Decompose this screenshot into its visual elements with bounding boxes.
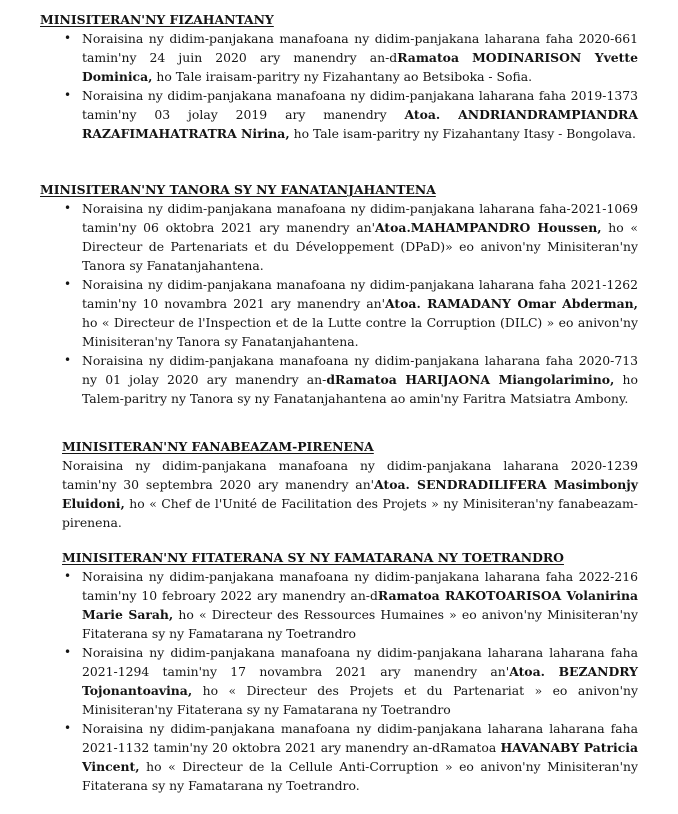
appointee-name: HAVANABY Patricia Vincent,	[82, 740, 639, 774]
appointee-name: HARIJAONA Miangolarimino,	[396, 372, 615, 387]
decree-item: • Noraisina ny didim-panjakana manafoana ny didim-panjakana laharana faha 2022-216 tamin'ny 10 febroary 2022 ary manendry an-dRamatoa RAKOTOARISOA Volanirina Marie Sarah, ho « Directeur des Ressources Humaines » eo anivon'ny Minisiteran'ny Fitaterana sy ny Famatarana ny Toetrandro	[64, 569, 638, 641]
section-heading: MINISITERAN'NY FANABEAZAM-PIRENENA	[62, 439, 374, 454]
appointee-name: MODINARISON Yvette Dominica,	[82, 50, 638, 84]
appointee-name: BEZANDRY Tojonantoavina,	[82, 664, 638, 698]
bullet-icon: •	[64, 569, 72, 583]
section-heading: MINISITERAN'NY FITATERANA SY NY FAMATARANA NY TOETRANDRO	[62, 550, 564, 565]
decree-list	[60, 199, 638, 408]
decree-list	[60, 29, 638, 143]
bullet-icon: •	[64, 353, 72, 367]
section-heading: MINISITERAN'NY TANORA SY NY FANATANJAHANTENA	[40, 182, 436, 197]
decree-item: • Noraisina ny didim-panjakana manafoana ny didim-panjakana laharana faha 2020-661 tamin'ny 24 juin 2020 ary manendry an-dRamatoa MODINARISON Yvette Dominica, ho Tale iraisam-paritry ny Fizahantany ao Betsiboka - Sofia.	[64, 31, 638, 84]
decree-item: • Noraisina ny didim-panjakana manafoana ny didim-panjakana laharana faha 2019-1373 tamin'ny 03 jolay 2019 ary manendry Atoa. ANDRIANDRAMPIANDRA RAZAFIMAHATRATRA Nirina, ho Tale isam-paritry ny Fizahantany Itasy - Bongolava.	[64, 88, 638, 141]
bullet-icon: •	[64, 645, 72, 659]
section-fanabeazana	[0, 437, 678, 532]
decree-item: • Noraisina ny didim-panjakana manafoana ny didim-panjakana laharana faha 2021-1262 tamin'ny 10 novambra 2021 ary manendry an'Atoa. RAMADANY Omar Abderman, ho « Directeur de l'Inspection et de la Lutte contre la Corruption (DILC) » eo anivon'ny Minisiteran'ny Tanora sy Fanatanjahantena.	[64, 277, 638, 349]
bullet-icon: •	[64, 88, 72, 102]
appointee-name: SENDRADILIFERA Masimbonjy Eluidoni,	[62, 477, 638, 511]
decree-paragraph: Noraisina ny didim-panjakana manafoana ny didim-panjakana laharana 2020-1239 tamin'ny 30 septembra 2020 ary manendry an'Atoa. SENDRADILIFERA Masimbonjy Eluidoni, ho « Chef de l'Unité de Facilitation des Projets » ny Minisiteran'ny fanabeazam-pirenena.	[62, 458, 638, 530]
bullet-icon: •	[64, 277, 72, 291]
appointee-name: RAKOTOARISOA Volanirina Marie Sarah,	[82, 588, 638, 622]
bullet-icon: •	[64, 721, 72, 735]
bullet-icon: •	[64, 31, 72, 45]
section-fitaterana	[0, 548, 678, 795]
section-tanora	[0, 180, 678, 408]
appointee-name: MAHAMPANDRO Houssen,	[410, 220, 602, 235]
decree-item: • Noraisina ny didim-panjakana manafoana ny didim-panjakana laharana faha-2021-1069 tamin'ny 06 oktobra 2021 ary manendry an'Atoa.MAHAMPANDRO Houssen, ho « Directeur de Partenariats et du Développement (DPaD)» eo anivon'ny Minisiteran'ny Tanora sy Fanatanjahantena.	[64, 201, 638, 273]
bullet-icon: •	[64, 201, 72, 215]
decree-list	[60, 567, 638, 795]
appointee-name: ANDRIANDRAMPIANDRA RAZAFIMAHATRATRA Nirina,	[82, 107, 638, 141]
section-heading: MINISITERAN'NY FIZAHANTANY	[40, 12, 274, 27]
section-fizahantany	[0, 10, 678, 143]
decree-item: • Noraisina ny didim-panjakana manafoana ny didim-panjakana laharana laharana faha 2021-1294 tamin'ny 17 novambra 2021 ary manendry an'Atoa. BEZANDRY Tojonantoavina, ho « Directeur des Projets et du Partenariat » eo anivon'ny Minisiteran'ny Fitaterana sy ny Famatarana ny Toetrandro	[64, 645, 638, 717]
appointee-name: RAMADANY Omar Abderman,	[420, 296, 638, 311]
decree-item: • Noraisina ny didim-panjakana manafoana ny didim-panjakana laharana faha 2020-713 ny 01 jolay 2020 ary manendry an-dRamatoa HARIJAONA Miangolarimino, ho Talem-paritry ny Tanora sy ny Fanatanjahantena ao amin'ny Faritra Matsiatra Ambony.	[64, 353, 638, 406]
decree-item: • Noraisina ny didim-panjakana manafoana ny didim-panjakana laharana laharana faha 2021-1132 tamin'ny 20 oktobra 2021 ary manendry an-dRamatoa HAVANABY Patricia Vincent, ho « Directeur de la Cellule Anti-Corruption » eo anivon'ny Minisiteran'ny Fitaterana sy ny Famatarana ny Toetrandro.	[64, 721, 639, 793]
